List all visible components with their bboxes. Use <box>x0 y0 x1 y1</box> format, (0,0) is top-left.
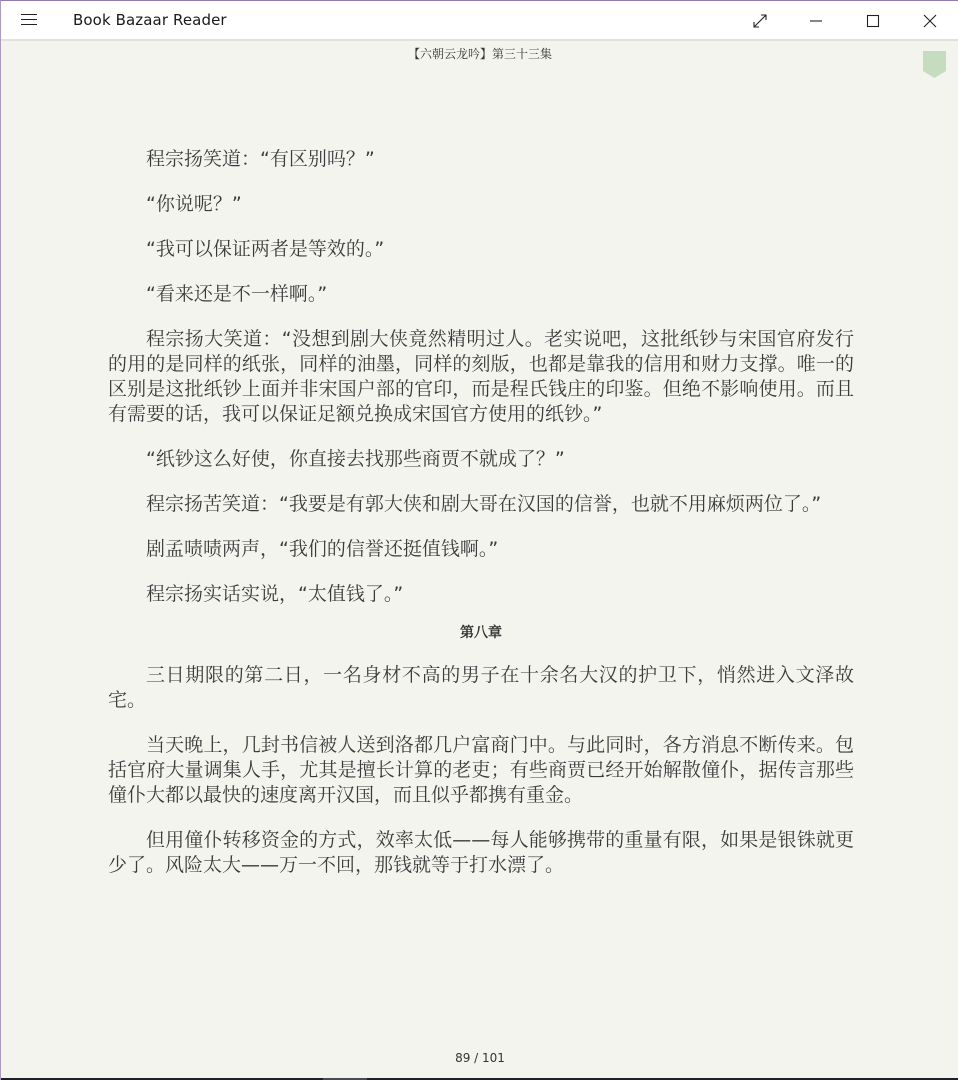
minimize-icon <box>809 14 823 28</box>
close-icon <box>923 14 937 28</box>
paragraph: 程宗扬笑道：“有区别吗？” <box>146 148 375 170</box>
paragraph: “你说呢？” <box>146 193 242 215</box>
paragraph: 三日期限的第二日，一名身材不高的男子在十余名大汉的护卫下，悄然进入文泽故宅。 <box>108 664 854 711</box>
paragraph: “我可以保证两者是等效的。” <box>146 238 385 260</box>
paragraph: 程宗扬苦笑道：“我要是有郭大侠和剧大哥在汉国的信誉，也就不用麻烦两位了。” <box>146 493 822 515</box>
bookmark-ribbon-icon <box>923 51 946 78</box>
paragraph: 程宗扬大笑道：“没想到剧大侠竟然精明过人。老实说吧，这批纸钞与宋国官府发行的用的是同样的纸张，同样的油墨，同样的刻版，也都是靠我的信用和财力支撑。唯一的区别是这批纸钞上面并非宋国户部的官印，而是程氏钱庄的印鉴。但绝不影响使用。而且有需要的话，我可以保证足额兑换成宋国官方使用的纸钞。” <box>108 328 854 425</box>
paragraph: 剧孟啧啧两声，“我们的信誉还挺值钱啊。” <box>146 538 499 560</box>
chapter-title: 第八章 <box>460 625 502 641</box>
paragraph: 程宗扬实话实说，“太值钱了。” <box>146 583 404 605</box>
paragraph: “纸钞这么好使，你直接去找那些商贾不就成了？” <box>146 448 565 470</box>
page-indicator: 89 / 101 <box>455 1051 505 1065</box>
fullscreen-icon <box>753 14 767 28</box>
app-title: Book Bazaar Reader <box>73 11 227 29</box>
paragraph: 当天晚上，几封书信被人送到洛都几户富商门中。与此同时，各方消息不断传来。包括官府大量调集人手，尤其是擅长计算的老吏；有些商贾已经开始解散僮仆，据传言那些僮仆大都以最快的速度离开汉国，而且似乎都携有重金。 <box>108 734 854 806</box>
hamburger-menu-icon[interactable] <box>21 13 39 29</box>
paragraph: “看来还是不一样啊。” <box>146 283 328 305</box>
reader-page-content <box>108 147 854 898</box>
bookmark-button[interactable] <box>923 51 946 78</box>
title-bar <box>1 1 958 41</box>
book-chapter-header: 【六朝云龙吟】第三十三集 <box>407 47 552 61</box>
fullscreen-button[interactable] <box>732 1 788 41</box>
paragraph: 但用僮仆转移资金的方式，效率太低——每人能够携带的重量有限，如果是银铢就更少了。风险太大——万一不回，那钱就等于打水漂了。 <box>108 829 854 876</box>
maximize-button[interactable] <box>845 1 901 41</box>
close-button[interactable] <box>902 1 958 41</box>
minimize-button[interactable] <box>788 1 844 41</box>
maximize-icon <box>866 14 880 28</box>
